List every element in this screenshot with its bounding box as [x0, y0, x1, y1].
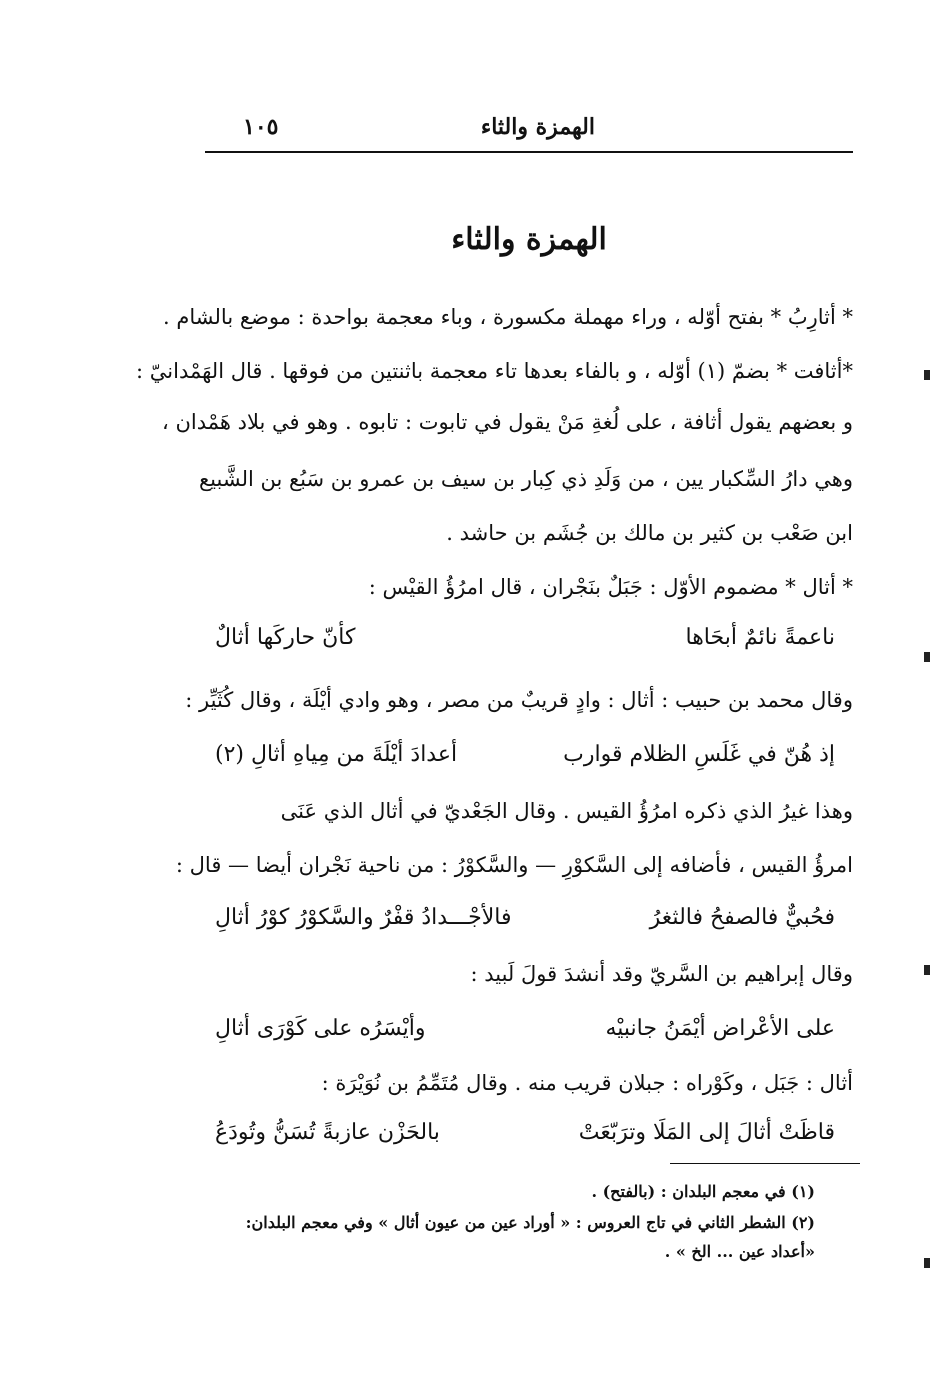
- verse: [215, 1014, 835, 1044]
- page-number: ١٠٥: [243, 114, 279, 140]
- footnote: (٢) الشطر الثاني في تاج العروس : « أوراد عين من عيون أثال » وفي معجم البلدان:: [245, 1213, 815, 1232]
- body-line: وهي دارُ السِّكبار يين ، من وَلَدِ ذي كِبار بن سيف بن عمرو بن سَبُع بن الشَّبيع: [198, 467, 853, 491]
- body-line: و بعضهم يقول أثافة ، على لُغةِ مَنْ يقول في تابوت : تابوه . وهو في بلاد هَمْدان ،: [162, 410, 853, 434]
- body-line: * أثال * مضموم الأوّل : جَبَلٌ بنَجْران ، قال امرُؤُ القيْس :: [368, 575, 853, 599]
- footnote-rule: [670, 1163, 860, 1164]
- body-line: وقال محمد بن حبيب : أثال : وادٍ قريبٌ من مصر ، وهو وادي أيْلَة ، وقال كُثَيِّر :: [185, 688, 853, 712]
- body-line: أثال : جَبَل ، وكَوْراه : جبلان قريب منه . وقال مُتَمِّمُ بن نُوَيْرَة :: [321, 1071, 853, 1095]
- verse: [215, 1118, 835, 1148]
- body-line: ابن صَعْب بن كثير بن مالك بن جُشَم بن حاشد .: [446, 521, 853, 545]
- verse-first-hemistich: ناعمةً نائمٌ أبحَاها: [685, 625, 835, 650]
- verse-second-hemistich: بالحَزْن عازبةً تُسَنُّ وتُودَعُ: [215, 1120, 440, 1145]
- body-line: وقال إبراهيم بن السَّريّ وقد أنشدَ قولَ لَبيد :: [470, 962, 853, 986]
- footnote: «أعداد عين ... الخ » .: [664, 1242, 815, 1261]
- verse: [215, 623, 835, 653]
- running-head: [205, 108, 853, 148]
- section-title: الهمزة والثاء: [451, 222, 607, 257]
- margin-mark: [924, 370, 930, 380]
- body-line: امرؤُ القيس ، فأضافه إلى السَّكوْرِ — والسَّكوْرُ : من ناحية نَجْران أيضا — قال :: [175, 853, 853, 877]
- verse-second-hemistich: أعدادَ أيْلَةَ من مِياهِ أثالِ (٢): [215, 742, 458, 767]
- footnote: (١) في معجم البلدان : (بالفتح) .: [591, 1182, 815, 1201]
- verse-first-hemistich: إذ هُنّ في غَلَسِ الظلام قوارب: [563, 742, 835, 767]
- body-line: وهذا غيرُ الذي ذكره امرُؤُ القيس . وقال الجَعْديّ في أثال الذي عَنَى: [280, 799, 853, 823]
- header-rule: [205, 151, 853, 153]
- margin-mark: [924, 1258, 930, 1268]
- running-title: الهمزة والثاء: [480, 114, 595, 140]
- verse: [215, 903, 835, 933]
- body-line: * أثارِبُ * بفتح أوّله ، وراء مهملة مكسورة ، وباء معجمة بواحدة : موضع بالشام .: [163, 305, 853, 329]
- verse-first-hemistich: قاظَتْ أثالَ إلى المَلَا وترَبّعَتْ: [578, 1120, 835, 1145]
- margin-mark: [924, 965, 930, 975]
- verse-second-hemistich: فالأجْـــدادُ قفْرٌ والسَّكوْرُ كوْرُ أثالِ: [215, 905, 512, 930]
- verse-second-hemistich: كأنّ حاركَها أثالٌ: [215, 625, 356, 650]
- body-line: *أثافت * بضمّ (١) أوّله ، و بالفاء بعدها تاء معجمة باثنتين من فوقها . قال الهَمْدانيّ :: [136, 359, 853, 383]
- verse-first-hemistich: على الأعْراض أيْمَنُ جانبيْه: [605, 1016, 835, 1041]
- verse-second-hemistich: وأيْسَرُه على كَوْرَى أثالِ: [215, 1016, 426, 1041]
- verse: [215, 740, 835, 770]
- margin-mark: [924, 652, 930, 662]
- verse-first-hemistich: فحُبيٌّ فالصفحُ فالثغرُ: [649, 905, 835, 930]
